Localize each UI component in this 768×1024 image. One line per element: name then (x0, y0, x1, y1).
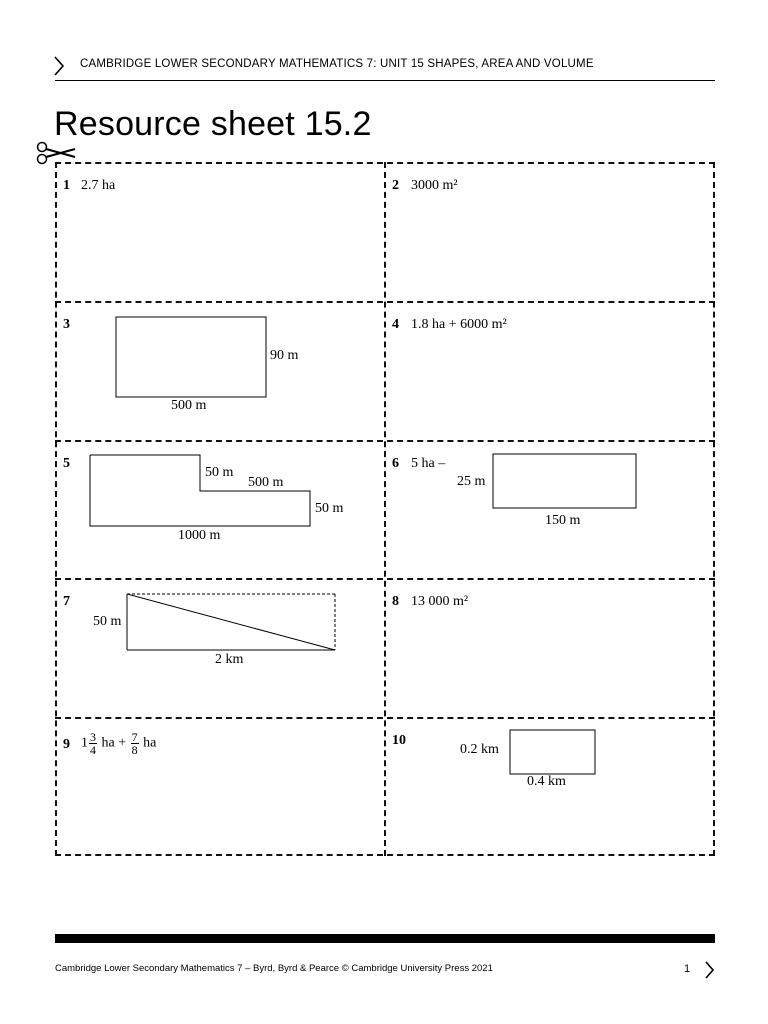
fraction: $\frac{7}{8}$ (131, 730, 138, 757)
card-10 (385, 717, 715, 854)
card-5 (55, 440, 385, 578)
whole-part: 1 (81, 735, 88, 751)
dimension-label: 2 km (215, 652, 244, 667)
card-9 (55, 717, 385, 854)
dimension-label: 500 m (248, 475, 284, 490)
card-2 (385, 162, 715, 301)
card-grid (55, 162, 715, 856)
header-rule (55, 80, 715, 81)
card-4 (385, 301, 715, 440)
card-8 (385, 578, 715, 717)
dimension-label: 150 m (545, 513, 581, 528)
card-text: 3000 m² (411, 178, 458, 193)
dimension-label: 1000 m (178, 528, 221, 543)
rectangle-diagram (492, 453, 638, 510)
fraction: $\frac{3}{4}$ (90, 730, 96, 757)
card-text: 13 000 m² (411, 594, 469, 609)
footer-bar (55, 934, 715, 943)
card-number: 2 (392, 178, 399, 193)
card-number: 10 (392, 733, 406, 748)
dimension-label: 500 m (171, 398, 207, 413)
card-6 (385, 440, 715, 578)
dimension-label: 0.4 km (527, 774, 566, 789)
dimension-label: 50 m (93, 614, 122, 629)
footer-copyright: Cambridge Lower Secondary Mathematics 7 – Byrd, Byrd & Pearce © Cambridge University Press 2021 (55, 963, 493, 974)
dimension-label: 90 m (270, 348, 299, 363)
card-number: 9 (63, 737, 70, 752)
card-number: 4 (392, 317, 399, 332)
card-text: 1.8 ha + 6000 m² (411, 317, 507, 332)
dimension-label: 50 m (205, 465, 234, 480)
page-title: Resource sheet 15.2 (54, 105, 372, 143)
card-text: 5 ha – (411, 456, 446, 471)
rectangle-diagram (115, 316, 267, 398)
chevron-right-icon (703, 960, 715, 980)
dimension-label: 0.2 km (460, 742, 499, 757)
card-number: 3 (63, 317, 70, 332)
card-7 (55, 578, 385, 717)
card-number: 1 (63, 178, 70, 193)
card-number: 7 (63, 594, 70, 609)
header-running-title: CAMBRIDGE LOWER SECONDARY MATHEMATICS 7: UNIT 15 SHAPES, AREA AND VOLUME (80, 58, 594, 70)
triangle-diagram (126, 593, 338, 652)
card-3 (55, 301, 385, 440)
dimension-label: 25 m (457, 474, 486, 489)
card-1 (55, 162, 385, 301)
compound-shape-diagram (89, 454, 314, 529)
card-text: 2.7 ha (81, 178, 116, 193)
rectangle-diagram (509, 729, 597, 776)
card-number: 5 (63, 456, 70, 471)
page-number: 1 (684, 963, 691, 975)
card-number: 6 (392, 456, 399, 471)
chevron-right-icon (52, 55, 66, 77)
card-number: 8 (392, 594, 399, 609)
mixed-number-expression: 1 $\frac{3}{4}$ ha + $\frac{7}{8}$ ha (81, 730, 157, 757)
dimension-label: 50 m (315, 501, 344, 516)
